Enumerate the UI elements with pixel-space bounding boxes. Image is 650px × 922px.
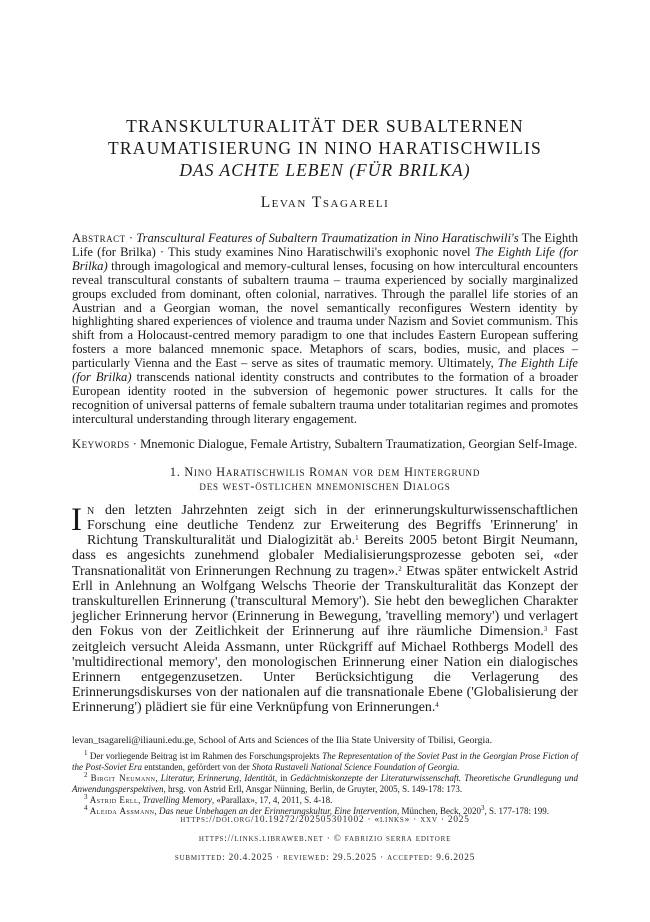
footnote-text: , [154,805,160,816]
doi-line[interactable]: https://doi.org/10.19272/202505301002 · «links» · xxv · 2025 [180,815,470,825]
body-text-4: Fast zeitgleich versucht Aleida Assmann, unter Rückgriff auf Michael Rothbergs Modell des 'multidirectional memory', den monologischen Erinnerung einer Nation ein dialogisches Erinnern entgegenzusetzen. Unter Berücksichtigung die Verlagerung des Erinnerungsdiskurses von der nationalen auf die transnationale Ebene ('Globalisierung der Erinnerung') plädiert sie für eine Verknüpfung von Erinnerungen. [72,624,578,716]
footnote-text: , in [274,773,291,784]
footnotes [72,736,578,817]
publisher-line[interactable]: https://links.libraweb.net · © fabrizio serra editore [198,834,452,844]
author-contact: levan_tsagareli@iliauni.edu.ge, School of Arts and Sciences of the Ilia State University of Tbilisi, Georgia. [72,734,493,746]
article-title [72,115,578,181]
body-lead-word: n [87,502,96,518]
footnote-funder: Shota Rustaveli National Science Foundation of Georgia. [251,762,460,773]
footnote-edition-sup: 3 [480,803,485,812]
abstract [72,232,578,427]
footnote-2 [72,773,578,795]
body-paragraph [72,503,578,716]
title-line-2: TRAUMATISIERUNG IN NINO HARATISCHWILIS [108,138,542,158]
abstract-novel-title-2: The Eighth Life (for Brilka) [72,356,578,385]
abstract-text-2: transcends national identity constructs and contributes to the formation of a broader European identity rooted in the subversion of hegemonic power structures. It calls for the recognition of universal patterns of female subaltern trauma under totalitarian regimes and promotes intercultural understanding through literary engagement. [72,370,578,426]
keywords [72,437,578,451]
footnote-ref-2[interactable]: 2 [398,564,402,573]
abstract-separator: · [125,231,137,245]
footnote-author: Astrid Erll [89,795,139,806]
footnote-title: Travelling Memory [142,795,212,806]
footnote-number: 2 [84,771,88,780]
footnote-volume-title: Gedächtniskonzepte der Literaturwissenschaft. Theoretische Grundlegung und Anwendungsperspektiven [72,773,578,795]
footnote-ref-3[interactable]: 3 [543,625,548,634]
author-name: Levan Tsagareli [260,194,390,211]
abstract-label: Abstract [72,231,126,245]
drop-cap: I [71,501,82,538]
body-text-3: Etwas später entwickelt Astrid Erll in Anlehnung an Wolfgang Welschs Theorie der Transkulturalität das Konzept der transkulturellen Erinnerung ('transcultural Memory'). Sie hebt den beweglichen Charakter jeglicher Erinnerung hervor (Erinnerung in Bewegung, 'travelling memory') und verlagert den Fokus von der Zeitlichkeit der Erinnerung auf ihre räumliche Dimension. [72,563,579,640]
footnote-title: Das neue Unbehagen an der Erinnerungskultur, Eine Intervention [159,805,397,816]
footnote-1 [72,751,578,773]
footnote-text: , hrsg. von Astrid Erll, Ansgar Nünning, Berlin, de Gruyter, 2005, S. 149-178: 173. [163,784,463,795]
abstract-novel-title: The Eighth Life (for Brilka) [72,244,578,273]
footnote-text: , «Parallax», 17, 4, 2011, S. 4-18. [211,795,333,806]
footnote-author: Birgit Neumann [90,773,156,784]
footnote-ref-4[interactable]: 4 [435,701,439,710]
footnote-number: 4 [84,803,88,812]
footnote-text: Der vorliegende Beitrag ist im Rahmen des Forschungsprojekts [87,751,323,762]
title-line-3: DAS ACHTE LEBEN (FÜR BRILKA) [179,160,471,180]
footnote-title: The Representation of the Soviet Past in the Georgian Prose Fiction of the Post-Soviet Era [72,751,578,773]
body-text-2: Bereits 2005 betont Birgit Neumann, dass es angesichts zunehmend globaler Medialisierungsprozesse geboten sei, «der Transnationalität von Erinnerungen Rechnung zu tragen». [72,533,578,579]
footnote-text: , [155,773,161,784]
section-heading-line-1: 1. Nino Haratischwilis Roman vor dem Hintergrund [169,464,481,479]
abstract-title-rest: The Eighth Life (for Brilka) · This study examines Nino Haratischwili's exophonic novel [72,231,579,259]
footnote-number: 3 [84,793,88,802]
body-text-1: den letzten Jahrzehnten zeigt sich in der erinnerungskulturwissenschaftlichen Forschung eine deutliche Tendenz zur Erweiterung des Begriffs 'Erinnerung' in Richtung Transkulturalität und Dialogizität ab. [87,502,578,549]
footnote-text: , S. 177-178: 199. [484,805,549,816]
footnote-text: , [138,795,143,806]
footnote-3 [72,795,578,806]
section-heading [72,465,578,494]
article-page [72,0,578,817]
abstract-english-title: Transcultural Features of Subaltern Traumatization in Nino Haratischwili's [136,231,519,245]
footnote-number: 1 [84,749,88,758]
title-line-1: TRANSKULTURALITÄT DER SUBALTERNEN [126,116,524,136]
footnote-ref-1[interactable]: 1 [355,534,359,543]
footnote-author: Aleida Assmann [89,805,155,816]
keywords-separator: · [129,436,141,451]
keywords-label: Keywords [72,436,130,451]
abstract-text-1: through imagological and memory-cultural lenses, focusing on how intercultural encounters reveal transcultural constants of subaltern trauma – trauma experienced by socially marginalized groups excluded from dominant, often colonial, narratives. Through the parallel life stories of an Austrian and a Georgian woman, the novel semantically reconfigures Western identity by highlighting shared experiences of violence and trauma under Nazism and Soviet communism. This shift from a Holocaust-centred memory paradigm to one that includes Eastern European suffering fosters a more balanced mnemonic space. Metaphors of scars, bodies, music, and places – particularly Vienna and the East – serve as sites of traumatic memory. Ultimately, [72,258,578,371]
footnote-title: Literatur, Erinnerung, Identität [160,773,275,784]
footnote-text: entstanden, gefördert von der [141,762,252,773]
section-heading-line-2: des west-östlichen mnemonischen Dialogs [199,479,451,494]
keywords-text: Mnemonic Dialogue, Female Artistry, Subaltern Traumatization, Georgian Self-Image. [140,436,578,451]
submission-dates: submitted: 20.4.2025 · reviewed: 29.5.2025 · accepted: 9.6.2025 [174,853,476,863]
footnote-text: , München, Beck, 2020 [396,805,481,816]
